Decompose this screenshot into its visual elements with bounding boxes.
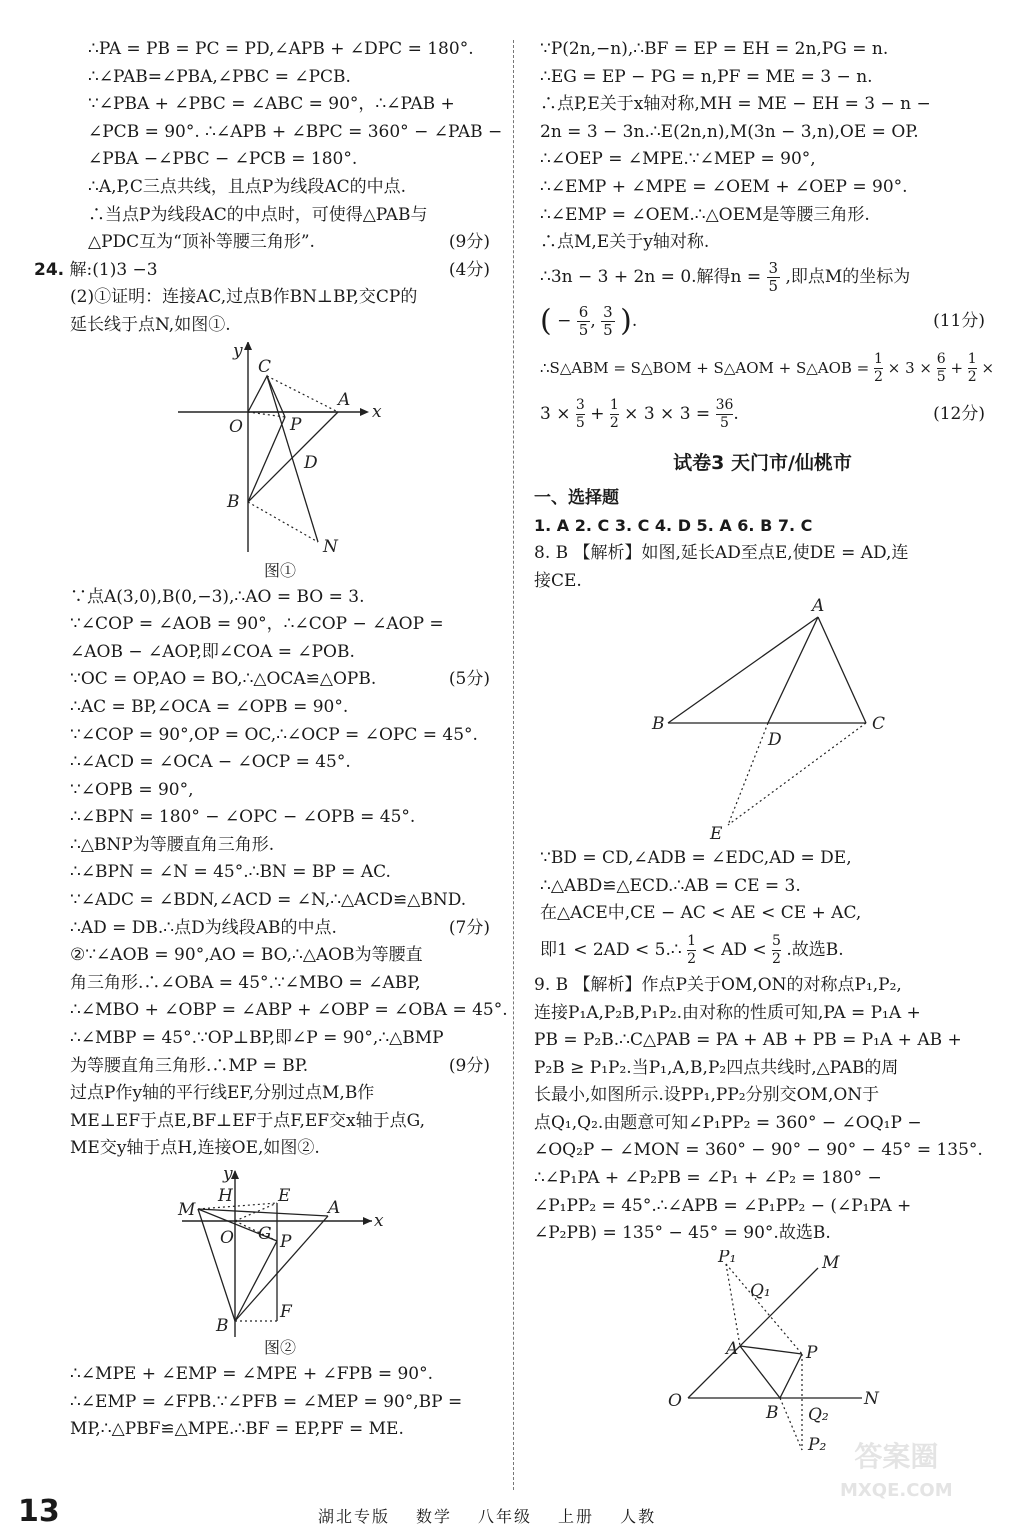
text-block	[70, 36, 503, 229]
figure-4	[540, 1250, 985, 1460]
fig-label: y	[233, 341, 243, 361]
text-line: 为等腰直角三角形.∴MP = BP. (9分)	[70, 1053, 490, 1081]
fig-label: O	[229, 416, 243, 437]
text-line: ∵BD = CD,∠ADB = ∠EDC,AD = DE,	[540, 848, 852, 869]
text-line: 过点P作y轴的平行线EF,分别过点M,B作	[70, 1083, 375, 1104]
text-line: ∠P₁PP₂ = 45°.∴∠APB = ∠P₁PP₂ − (∠P₁PA +	[534, 1195, 912, 1216]
right-column	[534, 36, 995, 1462]
text-line: ∠P₂PB) = 135° − 45° = 90°.故选B.	[534, 1223, 831, 1244]
text-block	[70, 1361, 490, 1444]
text-line: △PDC互为“顶补等腰三角形”. (9分)	[70, 229, 490, 257]
fig-label: Q₁	[750, 1280, 771, 1301]
text-line: 2n = 3 − 3n.∴E(2n,n),M(3n − 3,n),OE = OP.	[540, 121, 919, 142]
fig-label: D	[768, 730, 782, 751]
text-line: ∵∠ADC = ∠BDN,∠ACD = ∠N,∴△ACD≌△BND.	[70, 890, 467, 911]
text-line: ∠AOB − ∠AOP,即∠COA = ∠POB.	[70, 641, 355, 662]
fig-label: B	[652, 714, 665, 735]
text-line: 长最小,如图所示.设PP₁,PP₂分别交OM,ON于	[534, 1085, 880, 1106]
fig-label: P₂	[808, 1434, 827, 1455]
text-line: 连接P₁A,P₂B,P₁P₂.由对称的性质可知,PA = P₁A +	[534, 1002, 921, 1023]
subsection-title: 一、选择题	[534, 487, 619, 508]
text-line: ∴∠MBP = 45°.∵OP⊥BP,即∠P = 90°,∴△BMP	[70, 1028, 444, 1049]
watermark: 答案圈 MXQE.COM	[840, 1440, 953, 1501]
text-line: ∴∠PAB=∠PBA,∠PBC = ∠PCB.	[88, 66, 351, 87]
fig-label: P	[290, 414, 302, 435]
text-line: PB = P₂B.∴C△PAB = PA + AB + PB = P₁A + AB +	[534, 1030, 962, 1051]
fraction-denominator: 5	[603, 320, 613, 339]
text-line: 即1 < 2AD < 5.∴ $\frac{1}{2}$ < AD < $\frac{5}{2}$ .故选B.	[540, 932, 844, 967]
figure-caption: 图①	[263, 560, 296, 580]
text-line: ∴3n − 3 + 2n = 0.解得n = $\frac{3}{5}$ ,即点M的坐标为	[540, 258, 911, 295]
text-line: ∵OC = OP,AO = BO,∴△OCA≌△OPB. (5分)	[70, 666, 490, 694]
text-line: 角三角形.∴∠OBA = 45°.∵∠MBO = ∠ABP,	[70, 972, 421, 993]
fig-label: B	[766, 1402, 779, 1423]
text-line: ME交y轴于点H,连接OE,如图②.	[70, 1138, 320, 1159]
fig-label: A	[328, 1198, 341, 1218]
text-line: ( − $\frac{6}{5}$ , $\frac{3}{5}$ ). (11分)	[540, 297, 985, 345]
text-line: ∴∠EMP = ∠OEM.∴△OEM是等腰三角形.	[540, 204, 870, 225]
text-line: ∴EG = EP − PG = n,PF = ME = 3 − n.	[540, 66, 873, 87]
text-line: ∴∠EMP + ∠MPE = ∠OEM + ∠OEP = 90°.	[540, 176, 908, 197]
text-line: ∴∠MPE + ∠EMP = ∠MPE + ∠FPB = 90°.	[70, 1364, 434, 1384]
fig-label: E	[710, 824, 723, 844]
fig-label: y	[223, 1165, 233, 1184]
text-line: 点Q₁,Q₂.由题意可知∠P₁PP₂ = 360° − ∠OQ₁P −	[534, 1112, 922, 1133]
fig-label: P	[806, 1342, 818, 1363]
fig-label: A	[812, 597, 825, 617]
fig-label: C	[872, 714, 886, 735]
text-line: ∴AD = DB.∴点D为线段AB的中点. (7分)	[70, 915, 490, 943]
footer-item: 数学	[416, 1507, 453, 1526]
text-line: ∴PA = PB = PC = PD,∠APB + ∠DPC = 180°.	[88, 39, 474, 59]
question-24: 24. 解:(1)3 −3 (4分)	[34, 257, 490, 285]
text-line: ②∵∠AOB = 90°,AO = BO,∴△AOB为等腰直	[70, 945, 423, 966]
score: (4分)	[448, 259, 490, 280]
fig-label: B	[216, 1316, 229, 1336]
text-line: ∴S△ABM = S△BOM + S△AOM + S△AOB = $\frac{1}{2}$ × 3 × $\frac{6}{5}$ + $\frac{1}{2}$ ×	[540, 351, 995, 386]
page-number: 13	[18, 1494, 60, 1529]
score: (12分)	[933, 403, 985, 424]
text-line: ∴∠ACD = ∠OCA − ∠OCP = 45°.	[70, 752, 351, 773]
text-line: ∴∠BPN = ∠N = 45°.∴BN = BP = AC.	[70, 862, 391, 883]
footer-info	[318, 1504, 682, 1527]
text-line: ∠PCB = 90°. ∴∠APB + ∠BPC = 360° − ∠PAB −	[88, 121, 503, 142]
fig-label: A	[338, 389, 351, 410]
question-number: 24.	[34, 259, 65, 280]
text-line: ∵P(2n,−n),∴BF = EP = EH = 2n,PG = n.	[540, 39, 889, 59]
figure-1	[70, 342, 490, 582]
fig-label: P₁	[718, 1249, 737, 1267]
fraction-numerator: 3	[603, 302, 613, 321]
text-block	[534, 540, 985, 595]
fig-label: M	[178, 1200, 196, 1220]
text-block	[70, 584, 490, 667]
text-line: ∵∠PBA + ∠PBC = ∠ABC = 90°，∴∠PAB +	[88, 94, 455, 115]
fig-label: A	[726, 1338, 739, 1359]
text-line: ∴∠EMP = ∠FPB.∵∠PFB = ∠MEP = 90°,BP =	[70, 1391, 463, 1412]
answer-list: 1. A 2. C 3. C 4. D 5. A 6. B 7. C	[534, 516, 813, 536]
figure-2	[70, 1165, 490, 1359]
fig-label: C	[258, 356, 272, 377]
text-block	[70, 284, 490, 339]
score: (9分)	[448, 232, 490, 253]
fig-label: O	[220, 1228, 234, 1248]
text-line: 3 × $\frac{3}{5}$ + $\frac{1}{2}$ × 3 × 3 = $\frac{36}{5}$ . (12分)	[540, 391, 985, 437]
text-line: ∴△BNP为等腰直角三角形.	[70, 834, 275, 855]
text-block	[70, 1080, 490, 1163]
fig-label: B	[227, 491, 240, 512]
text-line: ∵∠COP = 90°,OP = OC,∴∠OCP = ∠OPC = 45°.	[70, 724, 478, 745]
score: (11分)	[933, 310, 985, 331]
text-line: ∴点M,E关于y轴对称.	[540, 232, 710, 253]
footer-item: 上册	[558, 1507, 595, 1526]
fig-label: G	[258, 1224, 272, 1244]
text-block	[540, 36, 985, 257]
text-block	[540, 845, 985, 928]
fig-label: F	[280, 1302, 292, 1322]
text-line: ∴当点P为线段AC的中点时，可使得△PAB与	[88, 204, 428, 225]
fig-label: D	[304, 452, 318, 473]
fig-label: N	[864, 1388, 879, 1409]
fraction-numerator: 6	[578, 302, 589, 321]
fig-label: Q₂	[808, 1404, 829, 1425]
text-line: ∠PBA −∠PBC − ∠PCB = 180°.	[88, 149, 358, 170]
footer-item: 八年级	[478, 1507, 533, 1526]
text-line: ∵点A(3,0),B(0,−3),∴AO = BO = 3.	[70, 586, 365, 607]
fraction-denominator: 5	[578, 320, 589, 339]
text-line: ∠OQ₂P − ∠MON = 360° − 90° − 90° − 45° = 135°.	[534, 1140, 983, 1161]
text-block	[70, 694, 490, 915]
text-line: 9. B 【解析】作点P关于OM,ON的对称点P₁,P₂,	[534, 974, 902, 995]
text-line: (2)①证明：连接AC,过点B作BN⊥BP,交CP的	[70, 287, 418, 308]
fig-label: P	[280, 1232, 292, 1252]
text-line: ∴∠P₁PA + ∠P₂PB = ∠P₁ + ∠P₂ = 180° −	[534, 1168, 882, 1189]
figure-3	[540, 597, 985, 843]
text-block	[70, 942, 508, 1052]
footer-item: 湖北专版	[318, 1507, 391, 1526]
fig-label: x	[374, 1211, 384, 1231]
footer-item: 人教	[620, 1507, 657, 1526]
fraction-denominator: 5	[768, 276, 779, 295]
column-divider	[513, 40, 514, 1490]
text-line: 在△ACE中,CE − AC < AE < CE + AC,	[540, 903, 862, 924]
text-line: ∴∠OEP = ∠MPE.∵∠MEP = 90°,	[540, 149, 816, 170]
text-line: ∴∠BPN = 180° − ∠OPC − ∠OPB = 45°.	[70, 807, 416, 828]
fig-label: E	[278, 1186, 291, 1206]
text-line: ∴AC = BP,∠OCA = ∠OPB = 90°.	[70, 696, 349, 717]
text-line: ∴A,P,C三点共线，且点P为线段AC的中点.	[88, 176, 407, 197]
text-line: ∴△ABD≌△ECD.∴AB = CE = 3.	[540, 875, 801, 896]
text-line: 延长线于点N,如图①.	[70, 314, 231, 335]
fig-label: N	[323, 536, 338, 557]
text-line: MP,∴△PBF≌△MPE.∴BF = EP,PF = ME.	[70, 1419, 404, 1440]
text-line: ∵∠OPB = 90°,	[70, 779, 194, 800]
text-line: ME⊥EF于点E,BF⊥EF于点F,EF交x轴于点G,	[70, 1110, 426, 1131]
text-line: P₂B ≥ P₁P₂.当P₁,A,B,P₂四点共线时,△PAB的周	[534, 1057, 899, 1078]
fig-label: M	[822, 1252, 840, 1273]
fig-label: x	[372, 401, 382, 422]
text-block	[534, 972, 985, 1248]
score: (7分)	[448, 917, 490, 938]
text-line: 8. B 【解析】如图,延长AD至点E,使DE = AD,连	[534, 542, 909, 563]
text-line: ∴点P,E关于x轴对称,MH = ME − EH = 3 − n −	[540, 94, 931, 115]
fraction-numerator: 3	[768, 258, 779, 277]
text-line: ∵∠COP = ∠AOB = 90°，∴∠COP − ∠AOP =	[70, 614, 444, 635]
left-column	[34, 36, 508, 1444]
score: (5分)	[448, 669, 490, 690]
text-line: 接CE.	[534, 570, 582, 591]
section-title: 试卷3 天门市/仙桃市	[673, 451, 852, 474]
fig-label: O	[668, 1390, 682, 1411]
fig-label: H	[218, 1186, 233, 1206]
score: (9分)	[448, 1055, 490, 1076]
text-line: ∴∠MBO + ∠OBP = ∠ABP + ∠OBP = ∠OBA = 45°.	[70, 1000, 508, 1021]
figure-caption: 图②	[263, 1338, 296, 1357]
